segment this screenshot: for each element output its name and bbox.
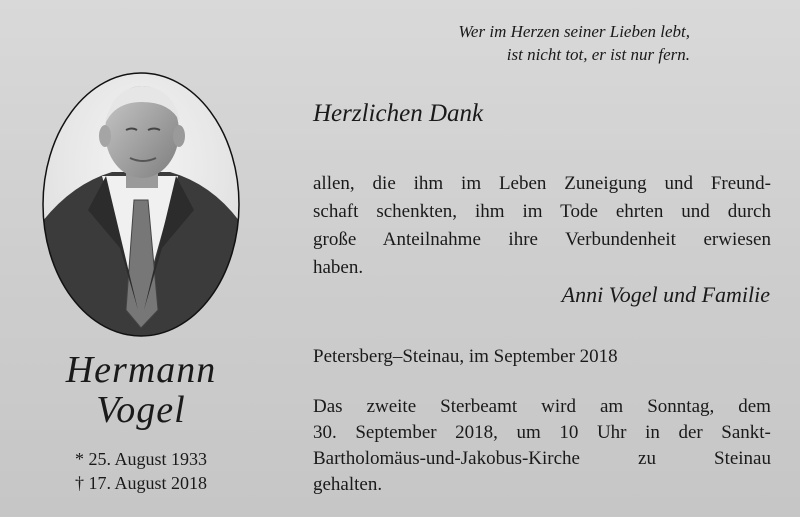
notice-word: in xyxy=(645,422,660,443)
notice-word: Sonntag, xyxy=(647,396,715,417)
signature: Anni Vogel und Familie xyxy=(561,282,770,307)
service-notice xyxy=(313,394,771,498)
notice-word: um xyxy=(516,422,541,443)
notice-line xyxy=(313,420,771,446)
notice-word: der xyxy=(678,422,703,443)
heading-thanks: Herzlichen Dank xyxy=(313,100,484,127)
thanks-line: große Anteilnahme ihre Verbundenheit erwiesen xyxy=(313,229,771,250)
notice-word: Sankt- xyxy=(721,422,771,443)
deceased-last-name: Vogel xyxy=(96,389,186,431)
notice-word: September xyxy=(355,422,437,443)
place-date: Petersberg–Steinau, im September 2018 xyxy=(313,346,618,367)
notice-word: 30. xyxy=(313,422,337,443)
deceased-first-name: Hermann xyxy=(65,349,217,391)
notice-word: Uhr xyxy=(596,422,627,443)
death-date: † 17. August 2018 xyxy=(74,473,207,493)
notice-word: zu xyxy=(638,448,656,469)
motto-quote xyxy=(360,20,690,66)
notice-word: zweite xyxy=(366,396,417,417)
thanks-text xyxy=(313,170,771,282)
notice-word: Steinau xyxy=(714,448,771,469)
notice-word: Sterbeamt xyxy=(440,396,518,417)
birth-date: * 25. August 1933 xyxy=(74,449,207,469)
notice-word: gehalten. xyxy=(313,474,383,495)
motto-line-2: ist nicht tot, er ist nur fern. xyxy=(506,45,690,64)
thanks-line: haben. xyxy=(313,257,364,278)
notice-word: 10 xyxy=(559,422,579,443)
notice-line xyxy=(313,394,771,420)
thanks-line: schaft schenkten, ihm im Tode ehrten und durch xyxy=(313,201,771,222)
notice-word: wird xyxy=(541,396,576,417)
notice-word: am xyxy=(600,396,624,417)
thanks-line: allen, die ihm im Leben Zuneigung und Freund- xyxy=(313,173,771,194)
motto-line-1: Wer im Herzen seiner Lieben lebt, xyxy=(458,22,690,41)
notice-line xyxy=(313,472,771,498)
notice-line xyxy=(313,446,771,472)
portrait-photo xyxy=(42,72,240,337)
notice-word: dem xyxy=(738,396,771,417)
notice-word: Das xyxy=(313,396,343,417)
notice-word: 2018, xyxy=(455,422,498,443)
notice-word: Bartholomäus-und-Jakobus-Kirche xyxy=(313,448,580,469)
